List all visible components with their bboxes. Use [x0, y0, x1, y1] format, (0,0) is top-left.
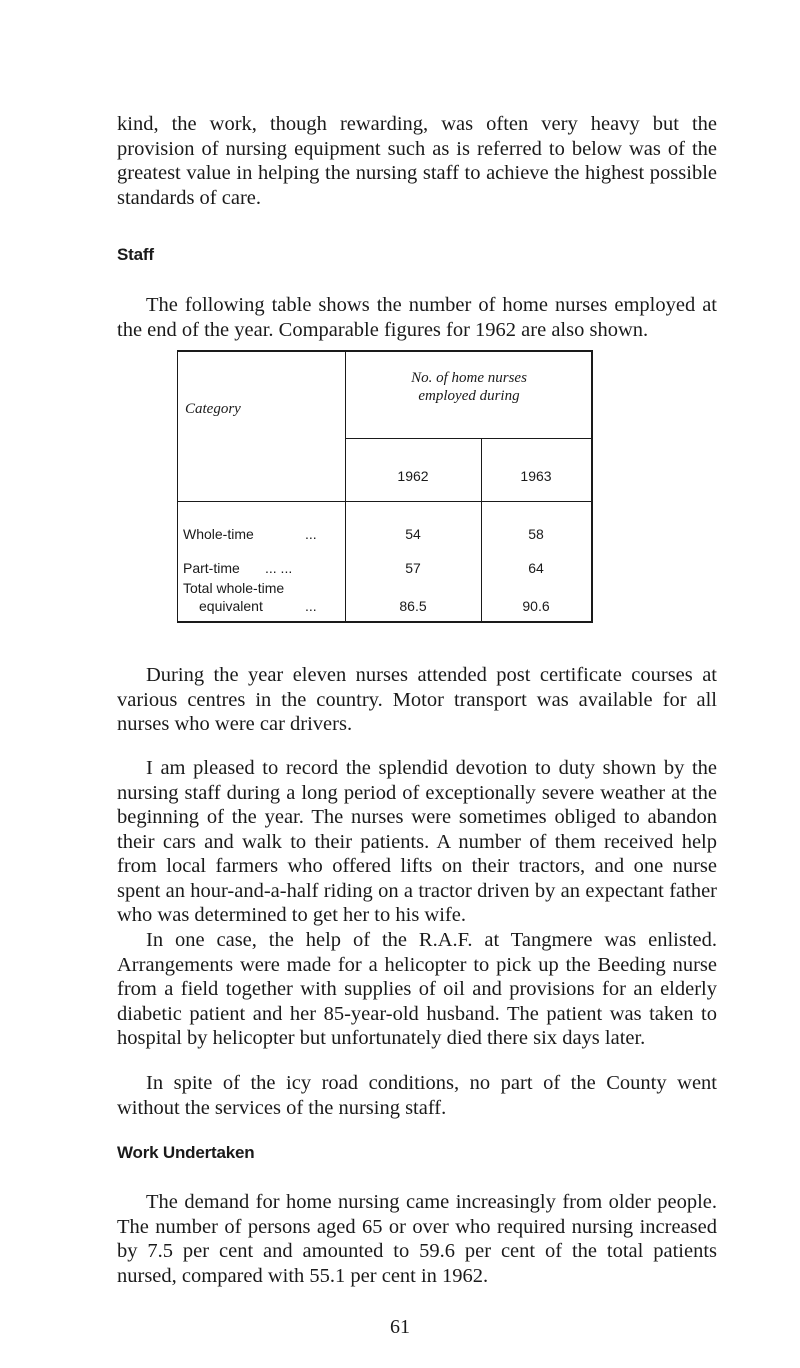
- row-whole-time-1963: 58: [528, 526, 544, 542]
- table-header-divider: [177, 501, 593, 502]
- row-total-1963: 90.6: [522, 598, 550, 614]
- row-whole-time-1962: 54: [405, 526, 421, 542]
- row-part-time-label: Part-time: [183, 560, 240, 576]
- table-subheader-divider: [345, 438, 593, 439]
- staff-heading: Staff: [117, 245, 154, 264]
- year-header-1963: 1963: [520, 468, 552, 484]
- group-header-line2: employed during: [418, 388, 520, 404]
- page-number: 61: [390, 1316, 410, 1338]
- group-header-line1: No. of home nurses: [411, 370, 527, 386]
- category-header: Category: [185, 401, 241, 417]
- row-total-label-line2: equivalent: [199, 598, 263, 614]
- row-total-label-line1: Total whole-time: [183, 580, 285, 596]
- table-left-border: [177, 350, 178, 623]
- devotion-paragraph: I am pleased to record the splendid devotion to duty shown by the nursing staff during a long period of exceptionally severe weather at the beginning of the year. The nurses were sometimes obliged to abandon their cars and walk to their patients. A number of them received help from local farmers who offered lifts on their tractors, and one nurse spent an hour-and-a-half riding on a tractor driven by an expectant father who was determined to get her to his wife.: [117, 757, 717, 926]
- raf-paragraph: In one case, the help of the R.A.F. at Tangmere was enlisted. Arrangements were made for a helicopter to pick up the Beeding nurse from a field together with supplies of oil and provisions for an elderly diabetic patient and her 85-year-old husband. The patient was taken to hospital by helicopter but unfortunately died there six days later.: [117, 929, 717, 1049]
- table-top-border: [177, 350, 593, 352]
- staff-intro-paragraph: The following table shows the number of home nurses employed at the end of the year. Comparable figures for 1962 are also shown.: [117, 294, 717, 341]
- row-total-dots: ...: [305, 598, 317, 614]
- row-whole-time-dots: ...: [305, 526, 317, 542]
- row-whole-time-label: Whole-time: [183, 526, 254, 542]
- demand-paragraph: The demand for home nursing came increasingly from older people. The number of persons aged 65 or over who required nursing increased by 7.5 per cent and amounted to 59.6 per cent of the total patients nursed, compared with 55.1 per cent in 1962.: [117, 1191, 717, 1287]
- intro-paragraph: kind, the work, though rewarding, was often very heavy but the provision of nursing equipment such as is referred to below was of the greatest value in helping the nursing staff to achieve the highest possible standards of care.: [117, 113, 717, 209]
- row-total-1962: 86.5: [399, 598, 427, 614]
- row-part-time-1963: 64: [528, 560, 544, 576]
- work-undertaken-heading: Work Undertaken: [117, 1143, 255, 1162]
- table-bottom-border: [177, 621, 593, 623]
- year-header-1962: 1962: [397, 468, 429, 484]
- row-part-time-1962: 57: [405, 560, 421, 576]
- icy-paragraph: In spite of the icy road conditions, no part of the County went without the services of the nursing staff.: [117, 1072, 717, 1119]
- row-part-time-dots: ... ...: [265, 560, 293, 576]
- nurses-table: [177, 350, 593, 623]
- courses-paragraph: During the year eleven nurses attended post certificate courses at various centres in the country. Motor transport was available for all nurses who were car drivers.: [117, 664, 717, 735]
